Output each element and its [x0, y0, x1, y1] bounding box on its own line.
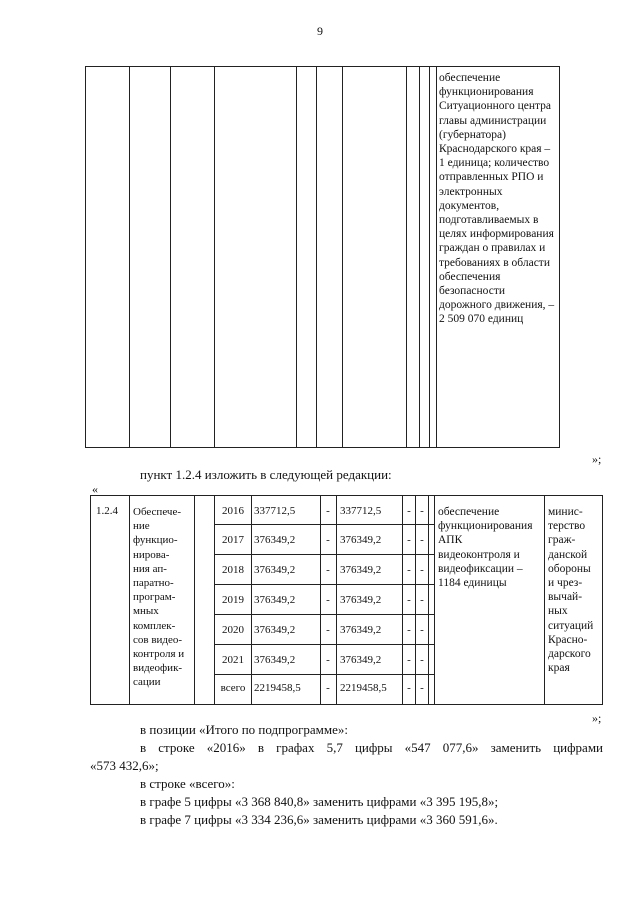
year-cell: всего: [220, 682, 246, 694]
paragraph-line: в строке «всего»:: [140, 776, 235, 791]
table-column-divider: [170, 67, 171, 447]
dash-cell: -: [407, 564, 411, 576]
dash-cell: -: [420, 654, 424, 666]
table-row-divider: [214, 584, 434, 585]
closing-mark: »;: [592, 711, 602, 725]
table-column-divider: [544, 496, 545, 704]
year-cell: 2016: [222, 505, 244, 517]
item-name: Обеспече- ние функцио- нирова- ния ап- паратно- програм- мных комплек- сов видео- контроля и видеофик- сации: [133, 506, 185, 689]
total-cell: 2219458,5: [254, 682, 301, 694]
table-column-divider: [428, 496, 429, 704]
dash-cell: -: [407, 534, 411, 546]
year-cell: 2018: [222, 564, 244, 576]
page-number: 9: [317, 24, 323, 38]
item-number: 1.2.4: [96, 505, 118, 517]
closing-mark: »;: [592, 452, 602, 466]
dash-cell: -: [326, 594, 330, 606]
total-cell: 376349,2: [254, 654, 296, 666]
dash-cell: -: [407, 682, 411, 694]
table-column-divider: [415, 496, 416, 704]
dash-cell: -: [326, 505, 330, 517]
amount-cell: 376349,2: [340, 594, 382, 606]
paragraph-line: в графе 5 цифры «3 368 840,8» заменить цифрами «3 395 195,8»;: [140, 794, 499, 809]
table-row-divider: [214, 644, 434, 645]
table-column-divider: [129, 496, 130, 704]
dash-cell: -: [420, 564, 424, 576]
paragraph-line: в графе 7 цифры «3 334 236,6» заменить цифрами «3 360 591,6».: [140, 812, 498, 827]
dash-cell: -: [326, 624, 330, 636]
amount-cell: 376349,2: [340, 654, 382, 666]
table-column-divider: [214, 67, 215, 447]
table-column-divider: [436, 67, 437, 447]
total-cell: 376349,2: [254, 534, 296, 546]
year-cell: 2017: [222, 534, 244, 546]
dash-cell: -: [326, 654, 330, 666]
total-cell: 337712,5: [254, 505, 296, 517]
table-row-divider: [214, 524, 434, 525]
table-column-divider: [129, 67, 130, 447]
table-column-divider: [316, 67, 317, 447]
dash-cell: -: [326, 564, 330, 576]
dash-cell: -: [420, 682, 424, 694]
amount-cell: 376349,2: [340, 624, 382, 636]
total-cell: 376349,2: [254, 624, 296, 636]
table-continuation: [85, 66, 560, 448]
table-column-divider: [429, 67, 430, 447]
dash-cell: -: [407, 594, 411, 606]
total-cell: 376349,2: [254, 564, 296, 576]
opening-quote: «: [92, 482, 98, 496]
dash-cell: -: [407, 505, 411, 517]
table-column-divider: [419, 67, 420, 447]
table-column-divider: [214, 496, 215, 704]
table-column-divider: [194, 496, 195, 704]
dash-cell: -: [420, 594, 424, 606]
table-row-divider: [214, 554, 434, 555]
dash-cell: -: [420, 534, 424, 546]
amount-cell: 2219458,5: [340, 682, 387, 694]
table-column-divider: [434, 496, 435, 704]
table-item-1-2-4: [90, 495, 603, 705]
dash-cell: -: [407, 624, 411, 636]
table-row-divider: [214, 674, 434, 675]
dash-cell: -: [326, 534, 330, 546]
dash-cell: -: [326, 682, 330, 694]
paragraph-line: «573 432,6»;: [90, 758, 159, 773]
year-cell: 2019: [222, 594, 244, 606]
amount-cell: 376349,2: [340, 564, 382, 576]
total-cell: 376349,2: [254, 594, 296, 606]
result-cell-text: обеспечение функционирования Ситуационного центра главы администрации (губернатора) Краснодарского края – 1 единица; количество отправленных РПО и электронных документов, подготавливаемых в целях информирования граждан о правилах и требованиях в области обеспечения безопасности дорожного движения, – 2 509 070 единиц: [439, 72, 555, 326]
dash-cell: -: [420, 505, 424, 517]
table-row-divider: [214, 614, 434, 615]
amount-cell: 337712,5: [340, 505, 382, 517]
year-cell: 2020: [222, 624, 244, 636]
table-column-divider: [320, 496, 321, 704]
paragraph-line: в позиции «Итого по подпрограмме»:: [140, 722, 349, 737]
table-column-divider: [251, 496, 252, 704]
amount-cell: 376349,2: [340, 534, 382, 546]
dash-cell: -: [420, 624, 424, 636]
year-cell: 2021: [222, 654, 244, 666]
table-column-divider: [406, 67, 407, 447]
executor-cell: минис- терство граж- данской обороны и чрез- вычай- ных ситуаций Красно- дарского края: [548, 506, 594, 675]
table-column-divider: [402, 496, 403, 704]
result-cell: обеспечение функционирования АПК видеоконтроля и видеофиксации – 1184 единицы: [438, 506, 533, 590]
table-column-divider: [342, 67, 343, 447]
intro-line: пункт 1.2.4 изложить в следующей редакции:: [140, 467, 392, 482]
table-column-divider: [296, 67, 297, 447]
dash-cell: -: [407, 654, 411, 666]
paragraph-line: в строке «2016» в графах 5,7 цифры «547 077,6» заменить цифрами: [140, 740, 603, 755]
table-column-divider: [336, 496, 337, 704]
